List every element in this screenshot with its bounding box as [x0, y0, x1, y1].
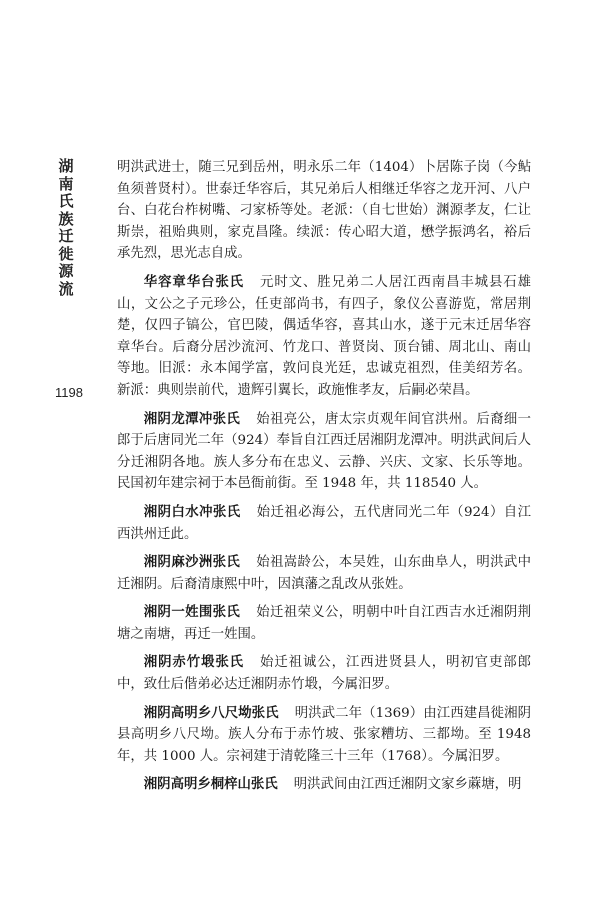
- clan-text: 元时文、胜兄弟二人居江西南昌丰城县石雄山，文公之子元珍公，任吏部尚书，有四子，象仪公喜游览，常居荆楚，仅四子镐公，官巴陵，偶适华容，喜其山水，遂于元末迁居华容章华台。后裔分居沙流河、竹龙口、普贤岗、顶台铺、周北山、南山等地。旧派：永本闻学富，敦问良光廷，忠诚克祖烈，佳美绍芳名。新派：典则崇前代，遗辉引翼长，政施惟孝友，后嗣必荣昌。: [117, 274, 532, 398]
- paragraph-continued: [117, 157, 531, 265]
- side-title-char: 源: [58, 262, 74, 280]
- clan-text: 始祖嵩龄公，本吴姓，山东曲阜人，明洪武中迁湘阴。后裔清康熙中叶，因滇藩之乱改从张姓。: [117, 555, 531, 592]
- clan-heading: 湘阴赤竹塅张氏: [143, 655, 244, 671]
- clan-entry: [117, 552, 531, 595]
- clan-entry: [117, 502, 531, 545]
- clan-text: 始祖亮公，唐太宗贞观年间官洪州。后裔细一郎于后唐同光二年（924）奉旨自江西迁居湘阴龙潭冲。明洪武间后人分迁湘阴各地。族人多分布在忠义、云静、兴庆、文家、长乐等地。民国初年建宗祠于本邑衙前街。至 1948 年，共 118540 人。: [117, 411, 531, 492]
- clan-heading: 湘阴高明乡八尺坳张氏: [143, 705, 279, 721]
- side-title-char: 迁: [58, 227, 74, 245]
- clan-text: 明洪武间由江西迁湘阴文家乡蔴塘，明: [293, 777, 522, 793]
- page-body: [117, 157, 531, 803]
- side-title-char: 族: [58, 209, 74, 228]
- clan-text: 始迁祖必海公，五代唐同光二年（924）自江西洪州迁此。: [117, 504, 532, 542]
- page-number: 1198: [55, 385, 83, 400]
- clan-entry: [117, 703, 531, 768]
- side-title-char: 氏: [58, 192, 74, 210]
- side-title-char: 湖: [58, 157, 74, 175]
- side-title-char: 南: [58, 174, 74, 193]
- clan-entry: [117, 602, 531, 645]
- paragraph-text: 明洪武进士，随三兄到岳州，明永乐二年（1404）卜居陈子岗（今鲇鱼须普贤村）。世泰迁华容后，其兄弟后人相继迁华容之龙开河、八户台、白花台柞树嘴、刁家桥等处。老派：（自七世始）渊源孝友，仁让斯崇，祖贻典则，家克昌隆。续派：传心昭大道，懋学振鸿名，裕后承先烈，思光志自成。: [117, 160, 531, 262]
- clan-heading: 湘阴麻沙洲张氏: [143, 555, 241, 571]
- clan-entry: [117, 652, 531, 695]
- side-title-char: 流: [58, 279, 74, 298]
- clan-entry: [117, 774, 531, 796]
- clan-heading: 湘阴一姓围张氏: [143, 605, 241, 621]
- clan-heading: 华容章华台张氏: [143, 274, 244, 290]
- clan-text: 明洪武二年（1369）由江西建昌徙湘阴县高明乡八尺坳。族人分布于赤竹坡、张家糟坊、三都坳。至 1948 年，共 1000 人。宗祠建于清乾隆三十三年（1768）。今属汨罗。: [117, 705, 532, 764]
- clan-text: 始迁祖诚公，江西进贤县人，明初官吏部郎中，致仕后偕弟必达迁湘阴赤竹塅，今属汨罗。: [117, 655, 532, 693]
- side-chapter-title: [58, 158, 74, 298]
- clan-heading: 湘阴白水冲张氏: [143, 504, 241, 520]
- clan-heading: 湘阴龙潭冲张氏: [143, 411, 241, 427]
- clan-heading: 湘阴高明乡桐梓山张氏: [143, 777, 278, 793]
- clan-text: 始迁祖荣义公，明朝中叶自江西吉水迁湘阴荆塘之南塘，再迁一姓围。: [117, 605, 531, 642]
- clan-entry: [117, 272, 531, 402]
- side-title-char: 徙: [58, 244, 74, 263]
- clan-entry: [117, 409, 531, 495]
